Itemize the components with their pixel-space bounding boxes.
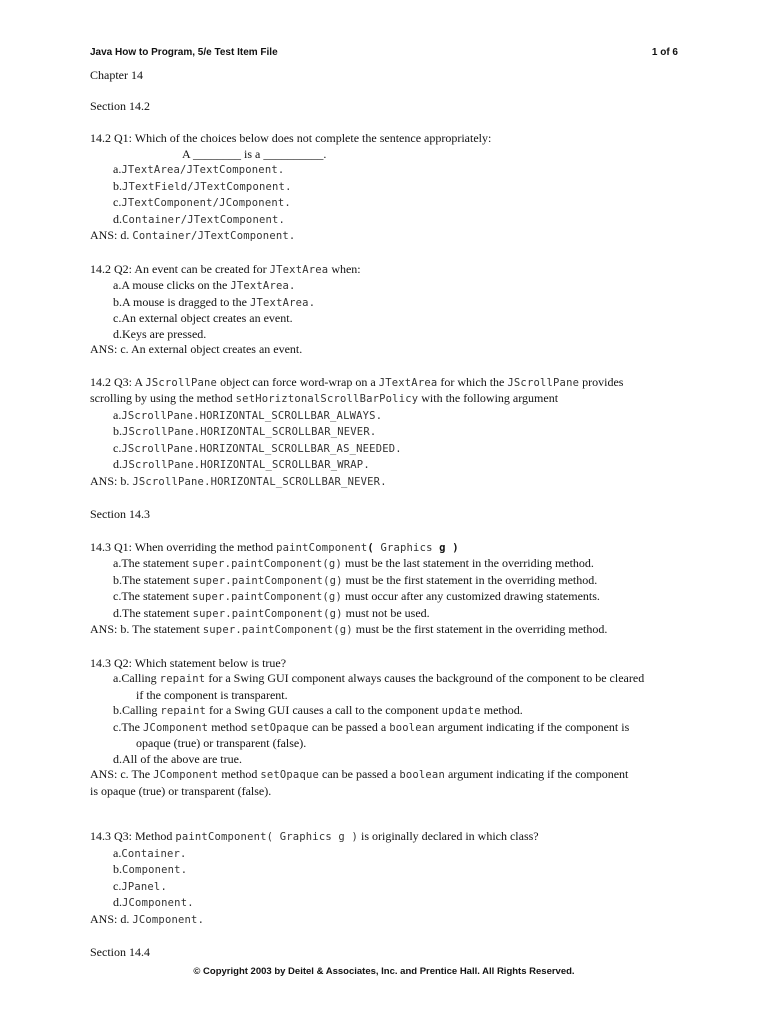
option-b: b.JTextField/JTextComponent. (113, 178, 292, 193)
question-14-2-q2 (90, 262, 690, 358)
question-stem: 14.3 Q1: When overriding the method paintComponent( Graphics g ) (90, 539, 459, 554)
answer: ANS: c. An external object creates an event. (90, 342, 303, 356)
question-stem: 14.2 Q2: An event can be created for JTextArea when: (90, 261, 361, 276)
question-14-2-q3 (90, 375, 690, 491)
option-b: b.Component. (113, 862, 188, 876)
option-a: a.JScrollPane.HORIZONTAL_SCROLLBAR_ALWAYS. (113, 407, 383, 422)
question-stem-continued: scrolling by using the method setHoriztonalScrollBarPolicy with the following argument (90, 391, 559, 405)
option-b: b.JScrollPane.HORIZONTAL_SCROLLBAR_NEVER. (113, 424, 377, 438)
option-a: a.A mouse clicks on the JTextArea. (113, 278, 296, 292)
page-number: 1 of 6 (651, 47, 678, 58)
answer: ANS: d. Container/JTextComponent. (90, 228, 296, 242)
option-c: c.The JComponent method setOpaque can be passed a boolean argument indicating if the component is (113, 719, 630, 734)
option-b: b.Calling repaint for a Swing GUI causes a call to the component update method. (113, 703, 523, 717)
section-heading-14-3: Section 14.3 (90, 507, 150, 521)
section-heading-14-2: Section 14.2 (90, 98, 150, 113)
option-c: c.The statement super.paintComponent(g) must occur after any customized drawing statements. (113, 589, 600, 603)
option-c: c.JScrollPane.HORIZONTAL_SCROLLBAR_AS_NEEDED. (113, 440, 402, 455)
option-b: b.The statement super.paintComponent(g) must be the first statement in the overriding method. (113, 572, 598, 587)
option-d: d.JScrollPane.HORIZONTAL_SCROLLBAR_WRAP. (113, 457, 370, 471)
answer: ANS: d. JComponent. (90, 911, 205, 926)
option-c: c.An external object creates an event. (113, 311, 293, 325)
section-heading-14-4: Section 14.4 (90, 945, 150, 959)
answer: ANS: b. The statement super.paintComponent(g) must be the first statement in the overriding method. (90, 622, 608, 636)
answer: ANS: b. JScrollPane.HORIZONTAL_SCROLLBAR_NEVER. (90, 473, 387, 488)
option-d: d.All of the above are true. (113, 751, 242, 766)
option-d: d.The statement super.paintComponent(g) must not be used. (113, 605, 430, 620)
question-14-3-q1 (90, 540, 690, 639)
option-d: d.JComponent. (113, 895, 194, 909)
option-a: a.JTextArea/JTextComponent. (113, 162, 285, 176)
answer-continued: is opaque (true) or transparent (false). (90, 783, 272, 798)
option-b: b.A mouse is dragged to the JTextArea. (113, 294, 316, 309)
question-stem: 14.3 Q3: Method paintComponent( Graphics g ) is originally declared in which class? (90, 829, 539, 843)
option-a-continued: if the component is transparent. (136, 687, 288, 702)
question-14-2-q1 (90, 131, 690, 245)
running-header-title: Java How to Program, 5/e Test Item File (90, 47, 278, 58)
document-body (90, 68, 690, 961)
option-a: a.Calling repaint for a Swing GUI component always causes the background of the component to be cleared (113, 671, 645, 685)
option-a: a.The statement super.paintComponent(g) must be the last statement in the overriding method. (113, 556, 594, 570)
question-stem: 14.2 Q3: A JScrollPane object can force word-wrap on a JTextArea for which the JScrollPane provides (90, 374, 624, 389)
chapter-heading: Chapter 14 (90, 68, 143, 82)
option-d: d.Container/JTextComponent. (113, 211, 286, 226)
option-a: a.Container. (113, 845, 187, 860)
copyright-footer: © Copyright 2003 by Deitel & Associates, Inc. and Prentice Hall. All Rights Reserved. (193, 966, 575, 977)
question-14-3-q3 (90, 829, 690, 928)
question-stem: 14.2 Q1: Which of the choices below does not complete the sentence appropriately: (90, 131, 492, 145)
question-14-3-q2 (90, 656, 690, 800)
option-c-continued: opaque (true) or transparent (false). (136, 736, 307, 750)
answer: ANS: c. The JComponent method setOpaque can be passed a boolean argument indicating if the component (90, 767, 629, 781)
option-c: c.JPanel. (113, 878, 167, 893)
option-d: d.Keys are pressed. (113, 326, 207, 341)
question-stem: 14.3 Q2: Which statement below is true? (90, 655, 287, 670)
question-sentence: A ________ is a __________. (182, 146, 327, 161)
option-c: c.JTextComponent/JComponent. (113, 195, 291, 209)
